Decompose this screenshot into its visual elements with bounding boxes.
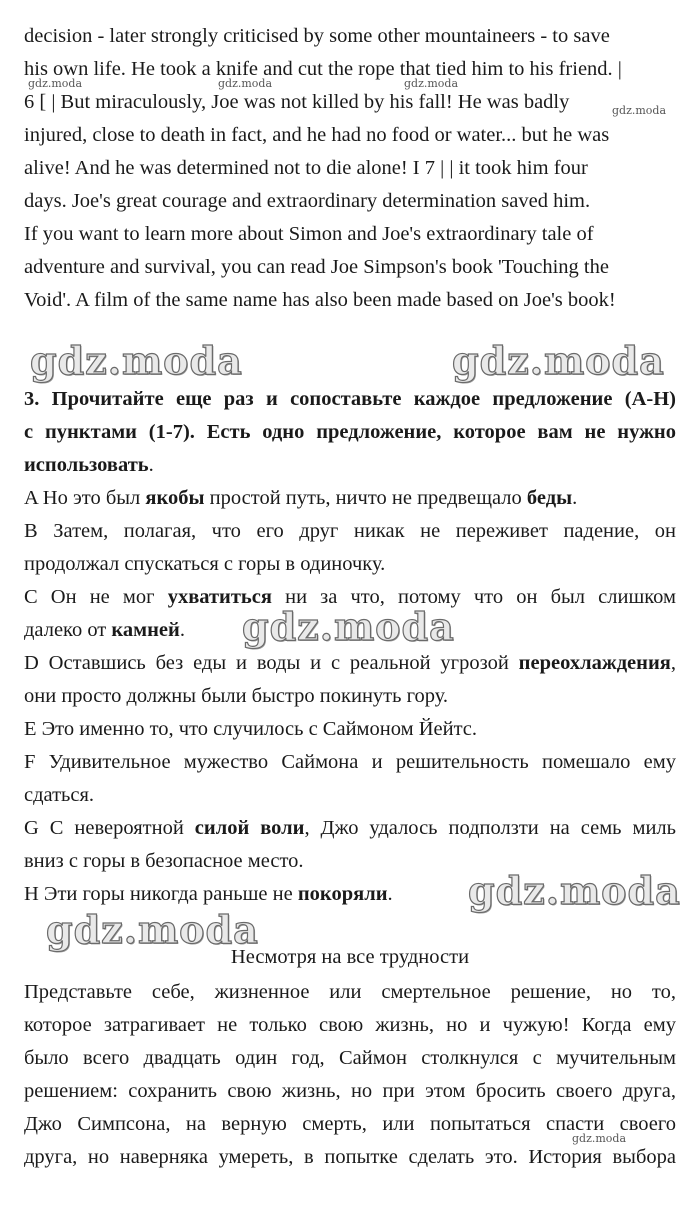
option-a: A Но это был якобы простой путь, ничто не предвещало беды. <box>24 487 578 509</box>
option-f: F Удивительное мужество Саймона и решительность помешало ему <box>24 751 676 773</box>
option-g: G С невероятной силой воли, Джо удалось подползти на семь миль <box>24 817 676 839</box>
translation-line: Представьте себе, жизненное или смертельное решение, но то, <box>24 981 676 1003</box>
watermark-logo: gdz.moda <box>46 907 259 952</box>
option-d-cont: они просто должны были быстро покинуть гору. <box>24 685 449 707</box>
task-heading-line: 3. Прочитайте еще раз и сопоставьте каждое предложение (A-H) <box>24 388 676 410</box>
watermark-logo: gdz.moda <box>30 338 243 383</box>
task-heading-line <box>24 449 676 482</box>
watermark-logo: gdz.moda <box>452 338 665 383</box>
option-b-cont: продолжал спускаться с горы в одиночку. <box>24 553 386 575</box>
task-heading-rest: . <box>148 454 154 476</box>
english-line: days. Joe's great courage and extraordinary determination saved him. <box>24 190 591 212</box>
task-heading-bold: использовать <box>24 454 149 476</box>
english-line: decision - later strongly criticised by some other mountaineers - to save <box>24 25 610 47</box>
option-e: E Это именно то, что случилось с Саймоном Йейтс. <box>24 718 478 740</box>
watermark-small: gdz.moda <box>218 77 273 90</box>
english-line: his own life. He took a knife and cut the rope that tied him to his friend. | <box>24 58 622 80</box>
option-c-cont: далеко от камней. <box>24 619 185 641</box>
english-line: injured, close to death in fact, and he had no food or water... but he was <box>24 124 610 146</box>
watermark-small: gdz.moda <box>572 1132 627 1145</box>
watermark-small: gdz.moda <box>404 77 459 90</box>
english-line: adventure and survival, you can read Joe Simpson's book 'Touching the <box>24 256 609 278</box>
translation-line: друга, но наверняка умереть, в попытке сделать это. История выбора <box>24 1146 676 1168</box>
task-heading-line: с пунктами (1-7). Есть одно предложение, которое вам не нужно <box>24 421 676 443</box>
watermark-small: gdz.moda <box>28 77 83 90</box>
translation-line: которое затрагивает не только свою жизнь, но и чужую! Когда ему <box>24 1014 676 1036</box>
english-line: alive! And he was determined not to die alone! I 7 | | it took him four <box>24 157 588 179</box>
watermark-small: gdz.moda <box>612 104 667 117</box>
watermark-logo: gdz.moda <box>242 604 455 649</box>
english-line: Void'. A film of the same name has also been made based on Joe's book! <box>24 289 616 311</box>
option-d: D Оставшись без еды и воды и с реальной угрозой переохлаждения, <box>24 652 676 674</box>
option-f-cont: сдаться. <box>24 784 95 806</box>
english-line: If you want to learn more about Simon and Joe's extraordinary tale of <box>24 223 594 245</box>
option-g-cont: вниз с горы в безопасное место. <box>24 850 304 872</box>
english-line: 6 [ | But miraculously, Joe was not killed by his fall! He was badly <box>24 91 570 113</box>
translation-line: было всего двадцать один год, Саймон столкнулся с мучительным <box>24 1047 676 1069</box>
option-b: B Затем, полагая, что его друг никак не переживет падение, он <box>24 520 676 542</box>
translation-line: решением: сохранить свою жизнь, но при этом бросить своего друга, <box>24 1080 676 1102</box>
option-c: C Он не мог ухватиться ни за что, потому что он был слишком <box>24 586 676 608</box>
watermark-logo: gdz.moda <box>468 868 681 913</box>
translation-line: Джо Симпсона, на верную смерть, или попытаться спасти своего <box>24 1113 676 1135</box>
translation-title: Несмотря на все трудности <box>230 946 470 968</box>
option-h: H Эти горы никогда раньше не покоряли. <box>24 883 393 905</box>
